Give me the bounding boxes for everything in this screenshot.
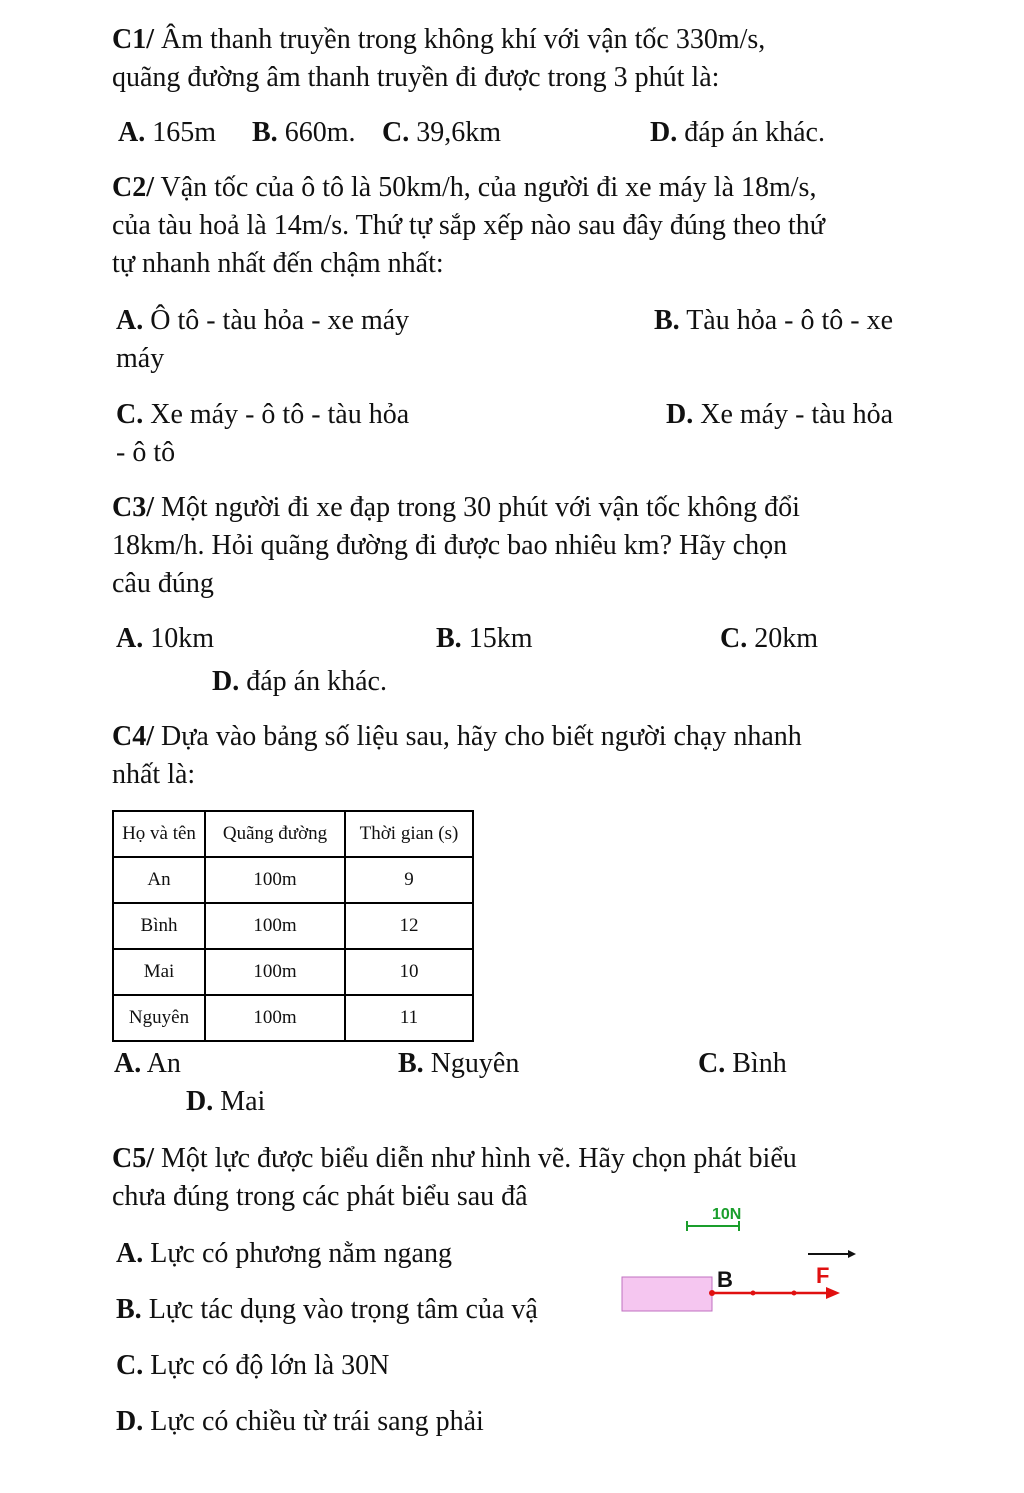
- question-c4-line2: nhất là:: [112, 759, 196, 790]
- option-text: Lực có chiều từ trái sang phải: [150, 1406, 484, 1437]
- table-header-row: [113, 811, 473, 857]
- option-c4-b[interactable]: [398, 1046, 519, 1082]
- table-cell-distance: 100m: [205, 995, 345, 1041]
- option-label: B.: [252, 117, 278, 148]
- option-label: A.: [116, 305, 144, 336]
- option-c2-d-continued: - ô tô: [116, 437, 176, 468]
- option-text: Nguyên: [430, 1048, 520, 1079]
- question-text: Vận tốc của ô tô là 50km/h, của người đi xe máy là 18m/s,: [160, 172, 817, 203]
- option-text: 20km: [754, 623, 819, 654]
- option-label: D.: [650, 117, 678, 148]
- question-c3-line2: 18km/h. Hỏi quãng đường đi được bao nhiêu km? Hãy chọn: [112, 530, 788, 561]
- question-text: Một lực được biểu diễn như hình vẽ. Hãy chọn phát biểu: [161, 1143, 797, 1174]
- question-c3-line3: câu đúng: [112, 568, 214, 599]
- option-label: A.: [116, 623, 144, 654]
- option-label: B.: [398, 1048, 424, 1079]
- option-c1-c[interactable]: [382, 115, 501, 151]
- option-label: C.: [116, 1350, 144, 1381]
- table-header: Họ và tên: [113, 811, 205, 857]
- question-number: C2/: [112, 172, 154, 203]
- table-cell-time: 9: [345, 857, 473, 903]
- option-text: đáp án khác.: [684, 117, 825, 148]
- option-text: Tàu hỏa - ô tô - xe: [686, 305, 894, 336]
- option-text: 660m.: [284, 117, 356, 148]
- option-text: 10km: [150, 623, 215, 654]
- question-number: C3/: [112, 492, 154, 523]
- data-table: [112, 810, 474, 1042]
- table-row: [113, 949, 473, 995]
- scale-label: 10N: [712, 1206, 742, 1223]
- option-label: B.: [436, 623, 462, 654]
- option-text: 165m: [152, 117, 217, 148]
- point-b-label: B: [717, 1267, 733, 1292]
- force-diagram: [600, 1195, 860, 1325]
- option-c2-a[interactable]: [116, 303, 409, 339]
- table-cell-distance: 100m: [205, 949, 345, 995]
- option-c2-c[interactable]: [116, 397, 409, 433]
- option-label: D.: [666, 399, 694, 430]
- option-c5-a[interactable]: [116, 1236, 452, 1272]
- question-text: Âm thanh truyền trong không khí với vận tốc 330m/s,: [161, 24, 766, 55]
- option-label: C.: [698, 1048, 726, 1079]
- option-c3-d[interactable]: [212, 664, 387, 700]
- option-text: Mai: [220, 1086, 266, 1117]
- option-c1-b[interactable]: [252, 115, 355, 151]
- option-c4-a[interactable]: [114, 1046, 181, 1082]
- option-label: D.: [186, 1086, 214, 1117]
- option-text: 15km: [468, 623, 533, 654]
- question-c5-line2: chưa đúng trong các phát biểu sau đâ: [112, 1181, 528, 1212]
- option-label: A.: [118, 117, 146, 148]
- option-c2-b[interactable]: [654, 303, 893, 339]
- option-text: An: [146, 1048, 181, 1079]
- option-c5-c[interactable]: [116, 1348, 389, 1384]
- option-c3-c[interactable]: [720, 621, 818, 657]
- question-c2-line3: tự nhanh nhất đến chậm nhất:: [112, 248, 444, 279]
- option-text: 39,6km: [416, 117, 502, 148]
- option-text: Lực có độ lớn là 30N: [150, 1350, 390, 1381]
- option-c4-c[interactable]: [698, 1046, 787, 1082]
- option-c4-d[interactable]: [186, 1084, 265, 1120]
- question-c4-line1: [112, 719, 802, 755]
- option-c3-b[interactable]: [436, 621, 532, 657]
- question-c2-line2: của tàu hoả là 14m/s. Thứ tự sắp xếp nào sau đây đúng theo thứ: [112, 210, 825, 241]
- table-header: Thời gian (s): [345, 811, 473, 857]
- vector-f-label: F: [816, 1263, 830, 1288]
- option-text: Xe máy - ô tô - tàu hỏa: [150, 399, 410, 430]
- question-c3-line1: [112, 490, 800, 526]
- option-text: đáp án khác.: [246, 666, 387, 697]
- table-cell-time: 11: [345, 995, 473, 1041]
- option-c2-d[interactable]: [666, 397, 893, 433]
- option-text: Xe máy - tàu hỏa: [700, 399, 894, 430]
- table-row: [113, 857, 473, 903]
- force-unit-dot: [792, 1291, 797, 1296]
- option-c3-a[interactable]: [116, 621, 214, 657]
- force-arrowhead: [826, 1287, 840, 1299]
- question-number: C1/: [112, 24, 154, 55]
- force-origin-dot: [709, 1290, 715, 1296]
- option-c5-b[interactable]: [116, 1292, 590, 1328]
- option-text: Bình: [732, 1048, 787, 1079]
- question-c2-line1: [112, 170, 816, 206]
- question-c1-line1: [112, 22, 765, 58]
- table-cell-name: Bình: [113, 903, 205, 949]
- option-text: Lực tác dụng vào trọng tâm của vậ: [148, 1294, 538, 1325]
- option-label: B.: [654, 305, 680, 336]
- question-number: C4/: [112, 721, 154, 752]
- option-c5-d[interactable]: [116, 1404, 484, 1440]
- table-row: [113, 995, 473, 1041]
- option-label: C.: [116, 399, 144, 430]
- table-cell-distance: 100m: [205, 857, 345, 903]
- option-label: C.: [382, 117, 410, 148]
- option-c1-a[interactable]: [118, 115, 216, 151]
- table-header: Quãng đường: [205, 811, 345, 857]
- table-row: [113, 903, 473, 949]
- option-label: A.: [116, 1238, 144, 1269]
- option-label: D.: [116, 1406, 144, 1437]
- question-text: Một người đi xe đạp trong 30 phút với vận tốc không đổi: [161, 492, 800, 523]
- object-box: [622, 1277, 712, 1311]
- question-text: Dựa vào bảng số liệu sau, hãy cho biết người chạy nhanh: [161, 721, 802, 752]
- option-label: A.: [114, 1048, 142, 1079]
- table-cell-name: Mai: [113, 949, 205, 995]
- question-c5-line1: [112, 1141, 797, 1177]
- force-unit-dot: [751, 1291, 756, 1296]
- option-label: D.: [212, 666, 240, 697]
- option-label: B.: [116, 1294, 142, 1325]
- option-text: Lực có phương nằm ngang: [150, 1238, 452, 1269]
- option-c1-d[interactable]: [650, 115, 825, 151]
- table-cell-name: Nguyên: [113, 995, 205, 1041]
- table-cell-time: 10: [345, 949, 473, 995]
- question-c1-line2: quãng đường âm thanh truyền đi được trong 3 phút là:: [112, 62, 720, 93]
- option-c2-b-continued: máy: [116, 343, 165, 374]
- table-cell-time: 12: [345, 903, 473, 949]
- table-cell-name: An: [113, 857, 205, 903]
- option-label: C.: [720, 623, 748, 654]
- question-number: C5/: [112, 1143, 154, 1174]
- option-text: Ô tô - tàu hỏa - xe máy: [150, 305, 410, 336]
- table-cell-distance: 100m: [205, 903, 345, 949]
- vector-overline-arrowhead: [848, 1250, 856, 1258]
